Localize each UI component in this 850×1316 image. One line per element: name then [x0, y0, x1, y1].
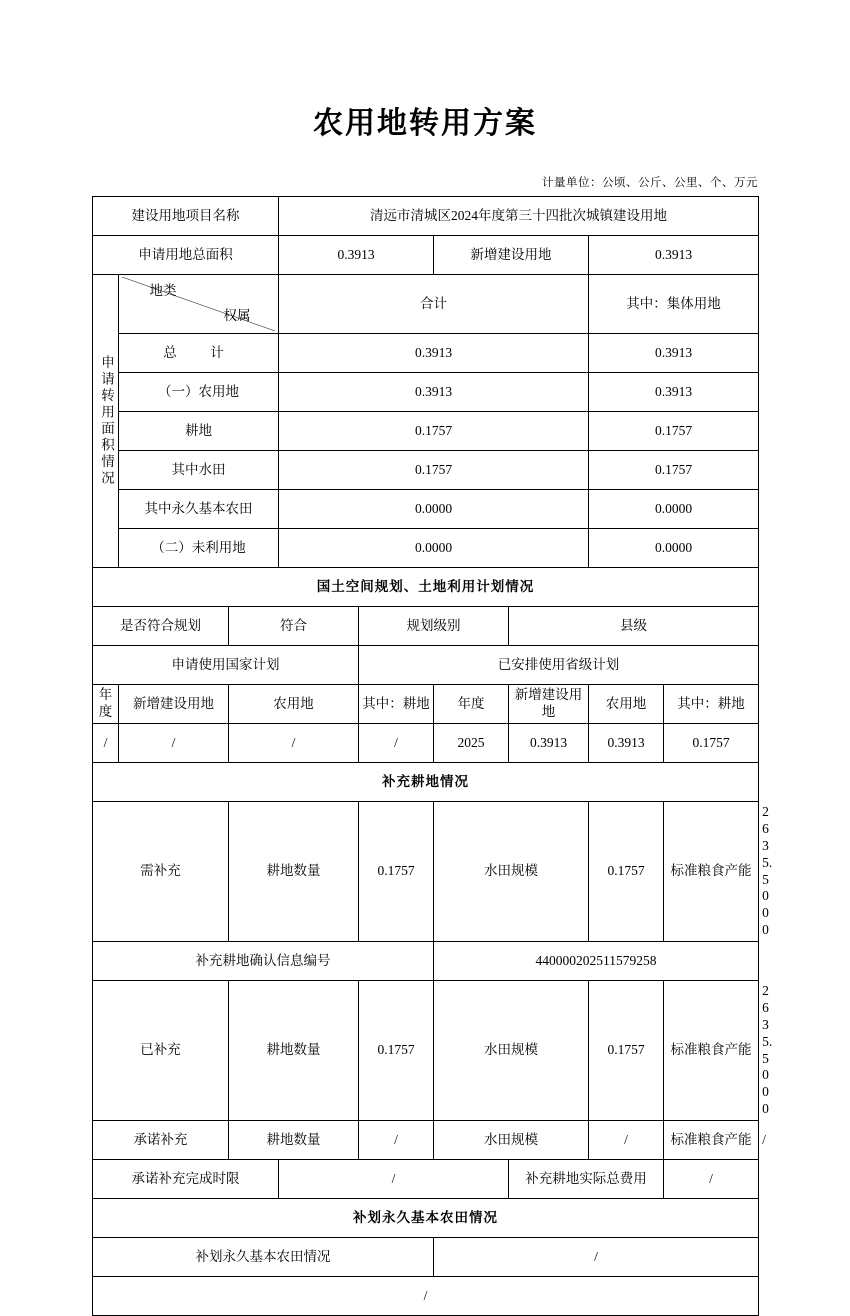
- new-construction-value: 0.3913: [589, 236, 759, 275]
- area-row-collective: 0.3913: [589, 334, 759, 373]
- area-row-name: 其中水田: [119, 451, 279, 490]
- conform-label: 是否符合规划: [93, 607, 229, 646]
- area-row-name: 耕地: [119, 412, 279, 451]
- table-row: [93, 1199, 759, 1238]
- table-row: [93, 1160, 759, 1199]
- grain-capacity-label: 标准粮食产能: [664, 1121, 759, 1160]
- arranged-provincial-plan-label: 已安排使用省级计划: [359, 646, 759, 685]
- grain-capacity-label: 标准粮食产能: [664, 802, 759, 942]
- side-label-apply-transfer: [93, 275, 119, 568]
- table-row: [93, 490, 759, 529]
- plan-header: 其中：耕地: [359, 685, 434, 724]
- confirm-no-label: 补充耕地确认信息编号: [93, 942, 434, 981]
- footer-blank-cell: /: [93, 1277, 759, 1316]
- done-supplement-label: 已补充: [93, 981, 229, 1121]
- actual-cost-value: /: [664, 1160, 759, 1199]
- table-row: [93, 1238, 759, 1277]
- paddy-scale-label: 水田规模: [434, 802, 589, 942]
- area-row-total: 0.0000: [279, 490, 589, 529]
- plan-value: /: [93, 724, 119, 763]
- table-row: [93, 568, 759, 607]
- promise-deadline-label: 承诺补充完成时限: [93, 1160, 279, 1199]
- table-row: [93, 373, 759, 412]
- need-farmland-qty: 0.1757: [359, 802, 434, 942]
- promise-paddy-scale: /: [589, 1121, 664, 1160]
- table-row: [93, 197, 759, 236]
- diagonal-line-icon: [122, 277, 275, 331]
- total-area-label: 申请用地总面积: [93, 236, 279, 275]
- area-row-name: （二）未利用地: [119, 529, 279, 568]
- promise-deadline-value: /: [279, 1160, 509, 1199]
- area-row-collective: 0.1757: [589, 451, 759, 490]
- apply-national-plan-label: 申请使用国家计划: [93, 646, 359, 685]
- table-row: [93, 451, 759, 490]
- area-row-total: 0.1757: [279, 412, 589, 451]
- paddy-scale-label: 水田规模: [434, 981, 589, 1121]
- table-row: [93, 529, 759, 568]
- basic-farmland-label: 补划永久基本农田情况: [93, 1238, 434, 1277]
- area-row-name: 总 计: [119, 334, 279, 373]
- table-row: [93, 334, 759, 373]
- side-label-text: 申请转用面积情况: [98, 355, 114, 487]
- section-basic-farmland-title: 补划永久基本农田情况: [93, 1199, 759, 1238]
- diagonal-top-label: 地类: [149, 283, 177, 298]
- section-supplement-title: 补充耕地情况: [93, 763, 759, 802]
- plan-value: /: [119, 724, 229, 763]
- page-title: 农用地转用方案: [313, 107, 537, 140]
- project-name-value: 清远市清城区2024年度第三十四批次城镇建设用地: [279, 197, 759, 236]
- promise-farmland-qty: /: [359, 1121, 434, 1160]
- plan-value: 0.3913: [509, 724, 589, 763]
- table-row: 已补充 耕地数量 0.1757 水田规模 0.1757 标准粮食产能 2635.5000: [93, 981, 759, 1121]
- table-row: [93, 763, 759, 802]
- table-row: [93, 942, 759, 981]
- new-construction-label: 新增建设用地: [434, 236, 589, 275]
- need-paddy-scale: 0.1757: [589, 802, 664, 942]
- table-row: [93, 236, 759, 275]
- area-row-name: 其中永久基本农田: [119, 490, 279, 529]
- col-header-total: 合计: [279, 275, 589, 334]
- diagonal-header: [119, 275, 279, 334]
- farmland-qty-label: 耕地数量: [229, 1121, 359, 1160]
- main-table: [92, 196, 773, 1316]
- plan-value: 0.3913: [589, 724, 664, 763]
- done-farmland-qty: 0.1757: [359, 981, 434, 1121]
- plan-header: 年度: [93, 685, 119, 724]
- plan-header: 农用地: [229, 685, 359, 724]
- table-row: [93, 1277, 759, 1316]
- plan-header: 其中：耕地: [664, 685, 759, 724]
- table-row: [93, 685, 759, 724]
- table-row: 需补充 耕地数量 0.1757 水田规模 0.1757 标准粮食产能 2635.5000: [93, 802, 759, 942]
- paddy-scale-label: 水田规模: [434, 1121, 589, 1160]
- area-row-collective: 0.0000: [589, 490, 759, 529]
- area-row-total: 0.1757: [279, 451, 589, 490]
- farmland-qty-label: 耕地数量: [229, 981, 359, 1121]
- document-page: [0, 98, 850, 1303]
- project-name-label: 建设用地项目名称: [93, 197, 279, 236]
- plan-header: 新增建设用地: [509, 685, 589, 724]
- plan-value: /: [229, 724, 359, 763]
- section-plan-title: 国土空间规划、土地利用计划情况: [93, 568, 759, 607]
- col-header-collective: 其中：集体用地: [589, 275, 759, 334]
- diagonal-bottom-label: 权属: [223, 308, 251, 324]
- plan-level-value: 县级: [509, 607, 759, 646]
- area-row-total: 0.3913: [279, 373, 589, 412]
- plan-value: 0.1757: [664, 724, 759, 763]
- area-row-name: （一）农用地: [119, 373, 279, 412]
- plan-header: 年度: [434, 685, 509, 724]
- area-row-collective: 0.0000: [589, 529, 759, 568]
- total-area-value: 0.3913: [279, 236, 434, 275]
- table-row: [93, 646, 759, 685]
- promise-supplement-label: 承诺补充: [93, 1121, 229, 1160]
- table-row: [93, 724, 759, 763]
- table-row: 承诺补充 耕地数量 / 水田规模 / 标准粮食产能 /: [93, 1121, 759, 1160]
- grain-capacity-label: 标准粮食产能: [664, 981, 759, 1121]
- unit-note: 计量单位：公顷、公斤、公里、个、万元: [542, 177, 758, 189]
- done-paddy-scale: 0.1757: [589, 981, 664, 1121]
- area-row-collective: 0.3913: [589, 373, 759, 412]
- actual-cost-label: 补充耕地实际总费用: [509, 1160, 664, 1199]
- conform-value: 符合: [229, 607, 359, 646]
- need-supplement-label: 需补充: [93, 802, 229, 942]
- plan-header: 农用地: [589, 685, 664, 724]
- plan-value: 2025: [434, 724, 509, 763]
- plan-value: /: [359, 724, 434, 763]
- farmland-qty-label: 耕地数量: [229, 802, 359, 942]
- basic-farmland-value: /: [434, 1238, 759, 1277]
- area-row-collective: 0.1757: [589, 412, 759, 451]
- table-row: [93, 275, 759, 334]
- table-row: [93, 607, 759, 646]
- table-row: [93, 412, 759, 451]
- plan-level-label: 规划级别: [359, 607, 509, 646]
- area-row-total: 0.0000: [279, 529, 589, 568]
- confirm-no-value: 440000202511579258: [434, 942, 759, 981]
- area-row-total: 0.3913: [279, 334, 589, 373]
- plan-header: 新增建设用地: [119, 685, 229, 724]
